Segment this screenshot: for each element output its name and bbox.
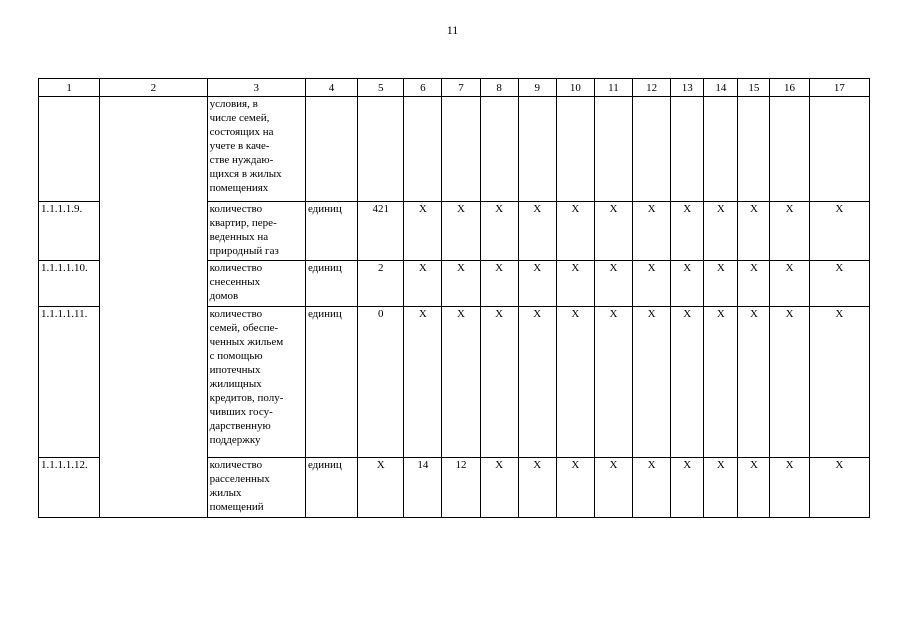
value-cell: Х — [518, 458, 556, 518]
indicator-name-line: щихся в жилых — [209, 168, 282, 180]
value-cell: Х — [738, 458, 770, 518]
indicator-name-cell — [207, 458, 305, 518]
column-number-row — [39, 79, 870, 97]
indicator-name-line: жилищных — [209, 378, 262, 390]
value-cell: Х — [738, 261, 770, 307]
unit-cell: единиц — [305, 458, 357, 518]
value-cell: Х — [480, 261, 518, 307]
value-cell: Х — [404, 307, 442, 458]
value-cell — [738, 97, 770, 202]
column-number-cell: 10 — [556, 79, 594, 97]
column-number-cell: 1 — [39, 79, 100, 97]
value-cell — [480, 97, 518, 202]
value-cell: Х — [809, 261, 869, 307]
indicator-name-cell — [207, 307, 305, 458]
value-cell: Х — [633, 261, 671, 307]
column-number-cell: 17 — [809, 79, 869, 97]
value-cell: Х — [518, 261, 556, 307]
value-cell — [518, 97, 556, 202]
value-cell: Х — [358, 458, 404, 518]
column-number-cell: 16 — [770, 79, 809, 97]
column-number-cell: 3 — [207, 79, 305, 97]
value-cell: Х — [556, 307, 594, 458]
indicator-name-line: учете в каче- — [209, 140, 270, 152]
value-cell: Х — [738, 202, 770, 261]
value-cell: Х — [770, 202, 809, 261]
value-cell: Х — [633, 202, 671, 261]
value-cell: Х — [480, 307, 518, 458]
value-cell: Х — [442, 202, 480, 261]
indicator-name-line: количество — [209, 308, 263, 320]
value-cell: Х — [404, 261, 442, 307]
value-cell — [633, 97, 671, 202]
code-cell: 1.1.1.1.10. — [39, 261, 100, 307]
indicator-name-line: ченных жильем — [209, 336, 284, 348]
value-cell: Х — [442, 261, 480, 307]
code-cell — [39, 97, 100, 202]
column-number-cell: 12 — [633, 79, 671, 97]
column-number-cell: 8 — [480, 79, 518, 97]
column-number-cell: 14 — [704, 79, 738, 97]
value-cell: 421 — [358, 202, 404, 261]
value-cell: Х — [404, 202, 442, 261]
indicator-name-line: помещениях — [209, 182, 269, 194]
value-cell: Х — [770, 307, 809, 458]
code-cell: 1.1.1.1.12. — [39, 458, 100, 518]
value-cell: 14 — [404, 458, 442, 518]
value-cell: Х — [671, 458, 704, 518]
value-cell: Х — [671, 307, 704, 458]
value-cell: Х — [738, 307, 770, 458]
indicator-name-line: веденных на — [209, 231, 269, 243]
value-cell: Х — [809, 307, 869, 458]
column-number-cell: 11 — [594, 79, 632, 97]
value-cell — [594, 97, 632, 202]
value-cell: Х — [704, 307, 738, 458]
column-number-cell: 13 — [671, 79, 704, 97]
column-number-cell: 15 — [738, 79, 770, 97]
indicator-name-line: количество — [209, 459, 263, 471]
indicator-name-line: природный газ — [209, 245, 279, 257]
value-cell — [404, 97, 442, 202]
indicator-name-line: числе семей, — [209, 112, 270, 124]
indicator-name-line: снесенных — [209, 276, 261, 288]
indicator-name-line: квартир, пере- — [209, 217, 277, 229]
value-cell: 2 — [358, 261, 404, 307]
indicator-name-line: расселенных — [209, 473, 270, 485]
value-cell: 0 — [358, 307, 404, 458]
unit-cell: единиц — [305, 261, 357, 307]
unit-cell — [305, 97, 357, 202]
value-cell: Х — [704, 202, 738, 261]
column-number-cell: 7 — [442, 79, 480, 97]
value-cell: Х — [704, 458, 738, 518]
indicator-name-line: дарственную — [209, 420, 271, 432]
column-number-cell: 5 — [358, 79, 404, 97]
indicator-name-line: условия, в — [209, 98, 258, 110]
column-number-cell: 9 — [518, 79, 556, 97]
value-cell: Х — [704, 261, 738, 307]
value-cell: Х — [594, 458, 632, 518]
column-number-cell: 6 — [404, 79, 442, 97]
indicator-name-cell — [207, 97, 305, 202]
value-cell: Х — [556, 261, 594, 307]
indicator-name-line: количество — [209, 203, 263, 215]
code-cell: 1.1.1.1.9. — [39, 202, 100, 261]
value-cell: Х — [809, 458, 869, 518]
indicator-name-line: семей, обеспе- — [209, 322, 279, 334]
page-number: 11 — [446, 23, 459, 37]
indicator-name-cell — [207, 261, 305, 307]
indicator-name-line: состоящих на — [209, 126, 274, 138]
value-cell: Х — [633, 458, 671, 518]
indicator-name-line: стве нуждаю- — [209, 154, 274, 166]
unit-cell: единиц — [305, 307, 357, 458]
indicator-name-line: жилых — [209, 487, 242, 499]
indicator-name-line: поддержку — [209, 434, 261, 446]
value-cell — [556, 97, 594, 202]
merged-column-2-cell — [100, 97, 207, 518]
unit-cell: единиц — [305, 202, 357, 261]
value-cell: Х — [518, 202, 556, 261]
value-cell: Х — [809, 202, 869, 261]
value-cell: Х — [556, 458, 594, 518]
value-cell: Х — [480, 458, 518, 518]
indicator-name-line: ипотечных — [209, 364, 261, 376]
value-cell: Х — [556, 202, 594, 261]
indicator-name-cell — [207, 202, 305, 261]
value-cell: Х — [518, 307, 556, 458]
value-cell: Х — [633, 307, 671, 458]
value-cell: Х — [770, 458, 809, 518]
value-cell — [671, 97, 704, 202]
value-cell — [358, 97, 404, 202]
data-table — [38, 78, 870, 518]
value-cell: Х — [594, 307, 632, 458]
value-cell: Х — [671, 202, 704, 261]
code-cell: 1.1.1.1.11. — [39, 307, 100, 458]
column-number-cell: 4 — [305, 79, 357, 97]
value-cell — [442, 97, 480, 202]
value-cell — [704, 97, 738, 202]
value-cell: Х — [480, 202, 518, 261]
value-cell — [770, 97, 809, 202]
value-cell: 12 — [442, 458, 480, 518]
indicator-name-line: помещений — [209, 501, 264, 513]
indicator-name-line: кредитов, полу- — [209, 392, 284, 404]
value-cell: Х — [671, 261, 704, 307]
indicator-name-line: с помощью — [209, 350, 263, 362]
value-cell: Х — [442, 307, 480, 458]
value-cell: Х — [594, 261, 632, 307]
indicator-name-line: домов — [209, 290, 239, 302]
value-cell: Х — [770, 261, 809, 307]
indicator-name-line: количество — [209, 262, 263, 274]
column-number-cell: 2 — [100, 79, 207, 97]
continuation-row — [39, 97, 870, 202]
value-cell — [809, 97, 869, 202]
indicator-name-line: чивших госу- — [209, 406, 273, 418]
value-cell: Х — [594, 202, 632, 261]
